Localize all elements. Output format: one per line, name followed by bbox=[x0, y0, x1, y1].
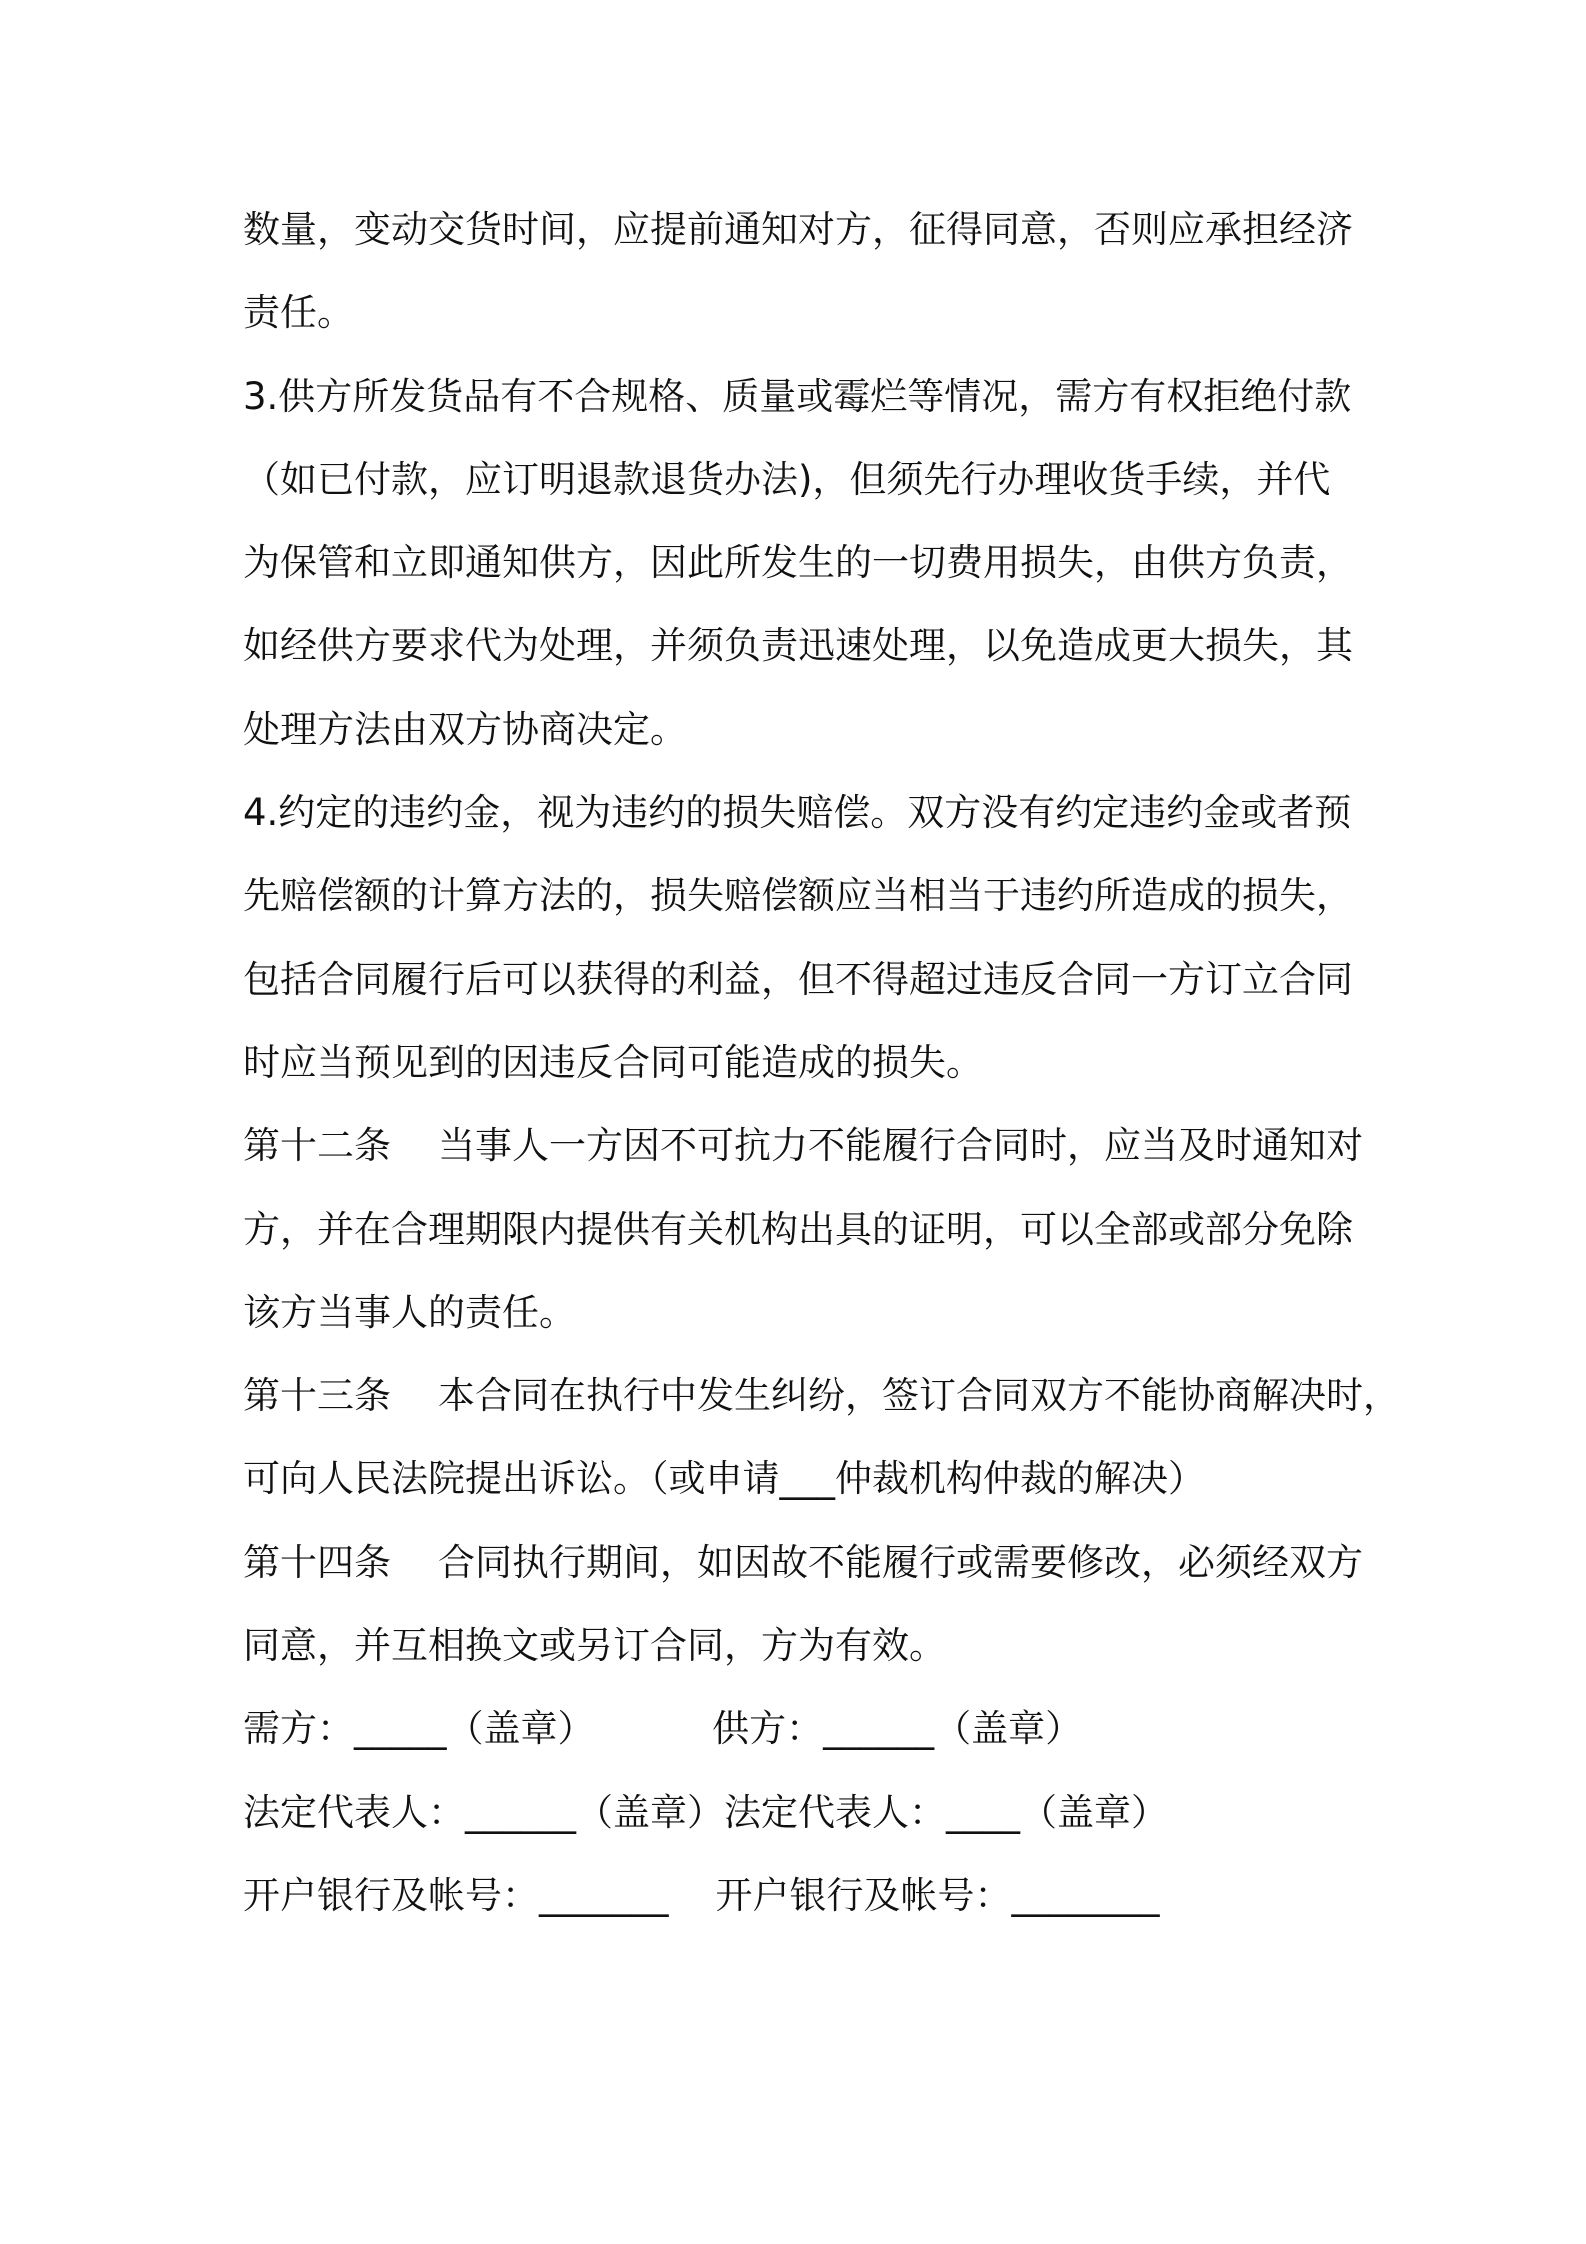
text-line: 可向人民法院提出诉讼。（或申请___仲裁机构仲裁的解决） bbox=[243, 1457, 1205, 1501]
text-line: 责任。 bbox=[243, 291, 354, 335]
contract-text bbox=[243, 188, 1401, 1937]
text-line: 方，并在合理期限内提供有关机构出具的证明，可以全部或部分免除 bbox=[243, 1207, 1353, 1251]
bank-account-line: 开户银行及帐号：_______ 开户银行及帐号：________ bbox=[243, 1873, 1160, 1917]
clause-4-line: 4.约定的违约金，视为违约的损失赔偿。双方没有约定违约金或者预 bbox=[243, 791, 1352, 835]
signature-parties-line: 需方：_____（盖章） 供方：______（盖章） bbox=[243, 1707, 1083, 1751]
text-line: 先赔偿额的计算方法的，损失赔偿额应当相当于违约所造成的损失， bbox=[243, 874, 1353, 918]
text-line: 数量，变动交货时间，应提前通知对方，征得同意，否则应承担经济 bbox=[243, 208, 1353, 251]
text-line: 处理方法由双方协商决定。 bbox=[243, 707, 687, 751]
text-line: 为保管和立即通知供方，因此所发生的一切费用损失，由供方负责， bbox=[243, 541, 1353, 585]
text-line: 包括合同履行后可以获得的利益，但不得超过违反合同一方订立合同 bbox=[243, 957, 1353, 1001]
article-12-line: 第十二条 当事人一方因不可抗力不能履行合同时，应当及时通知对 bbox=[243, 1124, 1364, 1168]
clause-3-line: 3.供方所发货品有不合规格、质量或霉烂等情况，需方有权拒绝付款 bbox=[243, 374, 1352, 418]
legal-representative-line: 法定代表人：______（盖章）法定代表人：____（盖章） bbox=[243, 1790, 1168, 1834]
text-line: （如已付款，应订明退款退货办法)，但须先行办理收货手续，并代 bbox=[243, 457, 1331, 501]
text-line: 该方当事人的责任。 bbox=[243, 1290, 576, 1334]
article-13-line: 第十三条 本合同在执行中发生纠纷，签订合同双方不能协商解决时， bbox=[243, 1374, 1401, 1418]
text-line: 如经供方要求代为处理，并须负责迅速处理，以免造成更大损失，其 bbox=[243, 624, 1353, 668]
text-line: 同意，并互相换文或另订合同，方为有效。 bbox=[243, 1624, 946, 1668]
article-14-line: 第十四条 合同执行期间，如因故不能履行或需要修改，必须经双方 bbox=[243, 1540, 1364, 1584]
text-line: 时应当预见到的因违反合同可能造成的损失。 bbox=[243, 1040, 983, 1084]
